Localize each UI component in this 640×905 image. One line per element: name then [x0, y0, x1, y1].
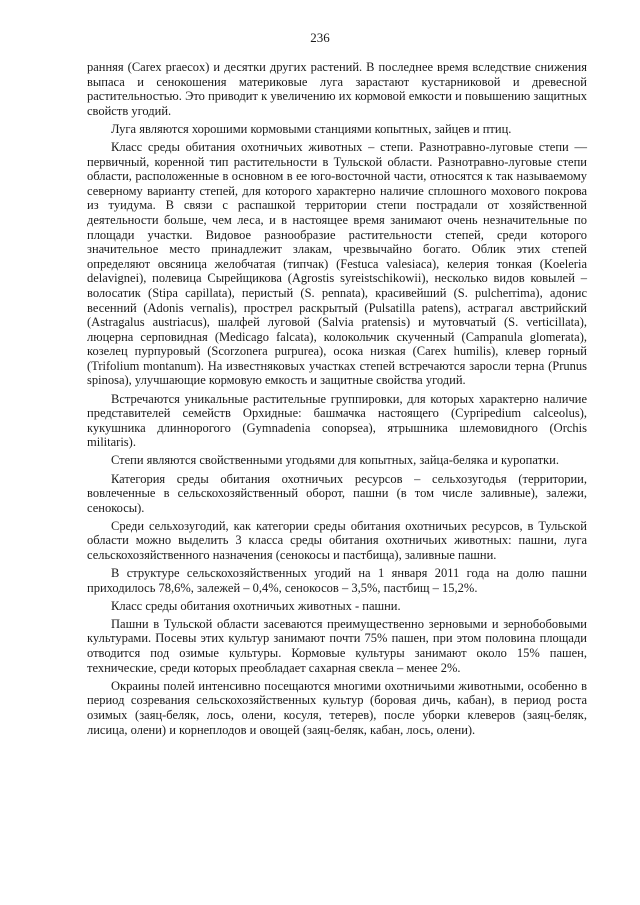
- page-number: 236: [310, 30, 330, 45]
- paragraph: Среди сельхозугодий, как категории среды обитания охотничьих ресурсов, в Тульской области можно выделить 3 класса среды обитания охотничьих животных: пашни, луга сельскохозяйственного назначения (сенокосы и пастбища), заливные пашни.: [87, 518, 587, 562]
- paragraph: Пашни в Тульской области засеваются преимущественно зерновыми и зернобобовыми культурами. Посевы этих культур занимают почти 75% пашен, при этом половина площади отводится под озимые культуры. Кормовые культуры занимают около 15% пашен, технические, среди которых преобладает сахарная свекла – менее 2%.: [87, 616, 587, 675]
- paragraph: Встречаются уникальные растительные группировки, для которых характерно наличие представителей семейств Орхидные: башмачка настоящего (Cypripedium calceolus), кукушника длиннорогого (Gymnadenia conopsea), ятрышника шлемовидного (Orchis militaris).: [87, 391, 587, 450]
- paragraph: Окраины полей интенсивно посещаются многими охотничьими животными, особенно в период созревания сельскохозяйственных культур (боровая дичь, кабан), в период роста озимых (заяц-беляк, лось, олени, косуля, тетерев), после уборки клеверов (заяц-беляк, лисица, олени) и корнеплодов и овощей (заяц-беляк, кабан, лось, олени).: [87, 678, 587, 737]
- paragraph: Луга являются хорошими кормовыми станциями копытных, зайцев и птиц.: [111, 121, 512, 136]
- paragraph: Класс среды обитания охотничьих животных – степи. Разнотравно-луговые степи — первичный, коренной тип растительности в Тульской области. Разнотравно-луговые степи области, расположенные в основном в ее юго-восточной части, относятся к так называемому северному варианту степей, для которого характерно наличие сплошного мохового покрова из туидума. В связи с распашкой территории степи пострадали от хозяйственной деятельности больше, чем леса, и в настоящее время занимают очень незначительные по площади участки. Видовое разнообразие растительности степей, среди которого значительное место принадлежит злакам, чрезвычайно богато. Облик этих степей определяют овсяница желобчатая (типчак) (Festuca valesiaca), келерия тонкая (Koeleria delavignei), полевица Сырейщикова (Agrostis syreistschikowii), несколько видов ковылей – волосатик (Stipa capillata), перистый (S. pennata), красивейший (S. pulcherrima), адонис весенний (Adonis vernalis), прострел раскрытый (Pulsatilla patens), астрагал австрийский (Astragalus austriacus), шалфей луговой (Salvia pratensis) и мутовчатый (S. verticillata), люцерна серповидная (Medicago falcata), колокольчик скученный (Campanula glomerata), козелец пурпуровый (Scorzonera purpurea), осока низкая (Carex humilis), клевер горный (Trifolium montanum). На известняковых участках степей встречаются заросли терна (Prunus spinosa), улучшающие кормовую емкость и защитные свойства угодий.: [87, 139, 587, 388]
- paragraph: Категория среды обитания охотничьих ресурсов – сельхозугодья (территории, вовлеченные в сельскохозяйственный оборот, пашни (в том числе заливные), залежи, сенокосы).: [87, 471, 587, 515]
- paragraph: Степи являются свойственными угодьями для копытных, зайца-беляка и куропатки.: [111, 453, 559, 468]
- paragraph: Класс среды обитания охотничьих животных - пашни.: [111, 598, 401, 613]
- document-body: [87, 60, 587, 741]
- paragraph: В структуре сельскохозяйственных угодий на 1 января 2011 года на долю пашни приходилось 78,6%, залежей – 0,4%, сенокосов – 3,5%, пастбищ – 15,2%.: [87, 566, 587, 595]
- paragraph: ранняя (Carex praecox) и десятки других растений. В последнее время вследствие снижения выпаса и сенокошения материковые луга зарастают кустарниковой и древесной растительностью. Это приводит к увеличению их кормовой емкости и повышению защитных свойств угодий.: [87, 60, 587, 118]
